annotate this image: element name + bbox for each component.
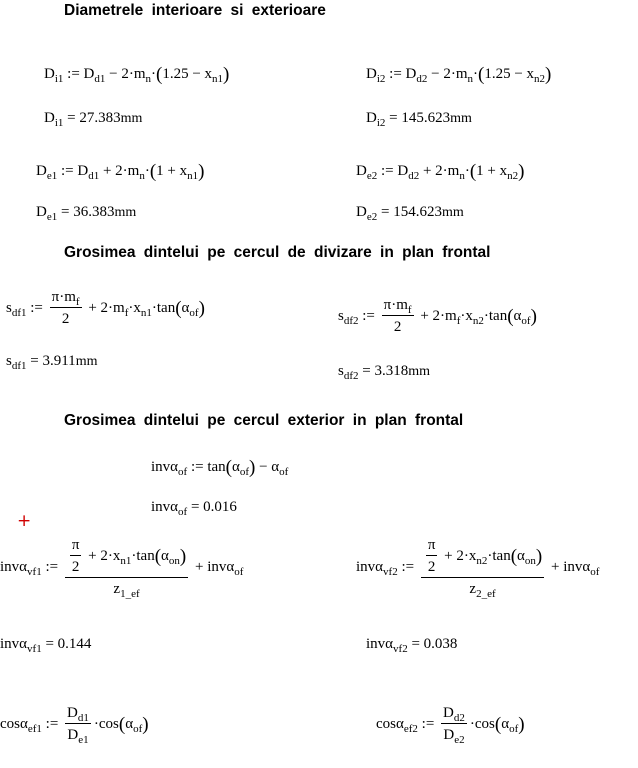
unit-label: mm xyxy=(441,205,464,220)
result-inv-alpha-of-value: 0.016 xyxy=(203,499,237,515)
heading-tooth-thickness-outer: Grosimea dintelui pe cercul exterior in plan frontal xyxy=(64,412,464,429)
crosshair-cursor-icon: + xyxy=(17,511,32,531)
result-inv-alpha-vf2-value: 0.038 xyxy=(423,636,458,652)
result-sdf1: $s_{df1} = 3.911mm$ xyxy=(6,353,98,372)
result-de2-value: 154.623 xyxy=(393,204,442,220)
result-de2: $D_{e2} = 154.623mm$ xyxy=(356,204,464,223)
result-de1: $D_{e1} = 36.383mm$ xyxy=(36,204,137,223)
result-inv-alpha-vf1: invα$_{vf1}$ = 0.144 xyxy=(0,636,92,655)
result-di2-value: 145.623 xyxy=(401,110,451,126)
formula-cos-alpha-ef2: cosα$_{ef2}$ := $\frac{D_{d2}}{D_{e2}}$ $\cdot\cos(\alpha_{of})$ xyxy=(376,705,525,746)
formula-de2: $D_{e2}$ := $D_{d2} + 2\cdot m_n\cdot(1 + x_{n2})$ xyxy=(356,161,525,182)
heading-diameters: Diametrele interioare si exterioare xyxy=(64,2,326,19)
formula-di1: $D_{i1}$ := $D_{d1} - 2\cdot m_n\cdot(1.25 - x_{n1})$ xyxy=(44,64,230,85)
heading-tooth-thickness-pitch: Grosimea dintelui pe cercul de divizare in plan frontal xyxy=(64,244,491,261)
formula-inv-alpha-of: invα$_{of}$ := $\tan(\alpha_{of}) - \alpha_{of}$ xyxy=(151,457,289,478)
result-inv-alpha-of: invα$_{of}$ = 0.016 xyxy=(151,499,237,518)
formula-sdf1: $s_{df1}$ := $\frac{\pi\cdot m_f}{2}$ + $2\cdot m_f\cdot x_{n1}\cdot\tan(\alpha_{of})$ xyxy=(6,289,205,327)
result-inv-alpha-vf1-value: 0.144 xyxy=(57,636,92,652)
result-sdf1-value: 3.911 xyxy=(42,353,76,369)
result-di2: $D_{i2} = 145.623mm$ xyxy=(366,110,472,129)
formula-sdf2: $s_{df2}$ := $\frac{\pi\cdot m_f}{2}$ + $2\cdot m_f\cdot x_{n2}\cdot\tan(\alpha_{of})$ xyxy=(338,297,537,335)
unit-label: mm xyxy=(408,364,431,379)
formula-de1: $D_{e1}$ := $D_{d1} + 2\cdot m_n\cdot(1 + x_{n1})$ xyxy=(36,161,205,182)
formula-inv-alpha-vf2: invα$_{vf2}$ := $\frac{\pi}{2}$ + $2\cdot x_{n2}\cdot\tan(\alpha_{on})$ $z_{2\_ef}$ + invα$_{of}$ xyxy=(356,537,600,600)
unit-label: mm xyxy=(450,111,472,126)
unit-label: mm xyxy=(75,354,98,369)
result-sdf2: $s_{df2} = 3.318mm$ xyxy=(338,363,431,382)
formula-cos-alpha-ef1: cosα$_{ef1}$ := $\frac{D_{d1}}{D_{e1}}$ $\cdot\cos(\alpha_{of})$ xyxy=(0,705,149,746)
result-di1-value: 27.383 xyxy=(79,110,121,126)
result-di1: $D_{i1} = 27.383mm$ xyxy=(44,110,143,129)
result-de1-value: 36.383 xyxy=(73,204,115,220)
result-inv-alpha-vf2: invα$_{vf2}$ = 0.038 xyxy=(366,636,458,655)
unit-label: mm xyxy=(114,205,137,220)
result-sdf2-value: 3.318 xyxy=(374,363,409,379)
formula-di2: $D_{i2}$ := $D_{d2} - 2\cdot m_n\cdot(1.25 - x_{n2})$ xyxy=(366,64,552,85)
unit-label: mm xyxy=(120,111,143,126)
formula-inv-alpha-vf1: invα$_{vf1}$ := $\frac{\pi}{2}$ + $2\cdot x_{n1}\cdot\tan(\alpha_{on})$ $z_{1\_ef}$ + invα$_{of}$ xyxy=(0,537,244,600)
